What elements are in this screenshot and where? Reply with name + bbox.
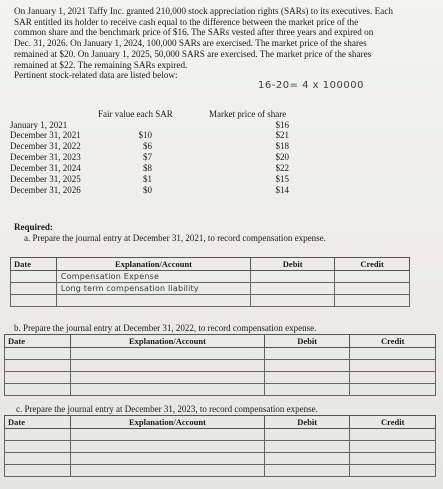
intro-line: Dec. 31, 2026. On January 1, 2024, 100,000 SARs are exercised. The market price of the shares [14,38,367,49]
required-heading: Required: [14,222,53,232]
journal-table-c [4,415,436,477]
row-fair-value: $1 [143,174,152,184]
journal-row [5,429,436,441]
row-fair-value: $8 [143,163,152,173]
data-row [10,163,310,173]
explanation-header: Explanation/Account [70,335,264,348]
credit-cell[interactable] [350,384,436,396]
date-cell[interactable] [5,384,71,396]
debit-cell[interactable] [251,283,335,295]
debit-cell[interactable] [264,360,349,372]
debit-cell[interactable] [251,271,335,283]
row-fair-value: $6 [143,141,152,151]
intro-line: On January 1, 2021 Taffy Inc. granted 210,000 stock appreciation rights (SARs) to its executives. Each [14,6,393,16]
credit-cell[interactable] [350,360,436,372]
journal-table-b [4,334,436,396]
debit-cell[interactable] [264,372,349,384]
account-cell[interactable] [70,384,264,396]
handwritten-calculation: 16-20= 4 x 100000 [258,80,364,91]
debit-cell[interactable] [264,348,349,360]
row-fair-value: $0 [143,185,152,195]
market-price-header: Market price of share [209,109,287,119]
journal-row [11,283,410,295]
row-fair-value: $7 [143,152,152,162]
credit-cell[interactable] [335,271,410,283]
date-cell[interactable] [5,453,71,465]
journal-row [11,295,410,307]
debit-cell[interactable] [264,384,349,396]
date-cell[interactable] [5,465,71,477]
requirement-b: b. Prepare the journal entry at December 31, 2022, to record compensation expense. [14,323,317,333]
row-date: December 31, 2022 [10,141,81,151]
intro-line: remained at $22. The remaining SARs expired. [14,59,188,70]
row-market-price: $14 [275,185,289,195]
journal-row [5,348,436,360]
explanation-header: Explanation/Account [70,416,264,429]
journal-row [5,360,436,372]
row-date: December 31, 2026 [10,185,81,195]
row-market-price: $21 [275,130,289,140]
date-header: Date [5,416,71,429]
debit-header: Debit [264,416,349,429]
debit-cell[interactable] [251,295,335,307]
row-date: January 1, 2021 [10,120,68,130]
account-cell[interactable] [70,429,264,441]
credit-cell[interactable] [350,348,436,360]
date-cell[interactable] [5,441,71,453]
journal-row [5,465,436,477]
data-row [10,174,310,184]
account-cell[interactable] [70,348,264,360]
date-header: Date [11,258,57,271]
account-cell[interactable] [70,441,264,453]
date-cell[interactable] [11,271,57,283]
date-cell[interactable] [11,283,57,295]
credit-cell[interactable] [350,429,436,441]
date-header: Date [5,335,71,348]
account-cell[interactable] [70,372,264,384]
account-cell[interactable] [70,360,264,372]
journal-row [5,372,436,384]
row-fair-value: $10 [138,130,152,140]
account-cell[interactable] [70,453,264,465]
journal-row [5,453,436,465]
intro-line: remained at $20. On January 1, 2025, 50,000 SARS are exercised. The market price of the shares [14,48,372,59]
credit-cell[interactable] [350,453,436,465]
row-market-price: $22 [275,163,289,173]
explanation-header: Explanation/Account [56,258,250,271]
credit-header: Credit [335,258,410,271]
account-cell[interactable]: Compensation Expense [56,271,250,283]
row-date: December 31, 2024 [10,163,81,173]
row-date: December 31, 2023 [10,152,81,162]
account-cell[interactable]: Long term compensation liability [56,283,250,295]
data-row [10,152,310,162]
fair-value-header: Fair value each SAR [98,109,173,119]
debit-cell[interactable] [264,429,349,441]
credit-cell[interactable] [350,372,436,384]
debit-cell[interactable] [264,465,349,477]
data-row [10,130,310,140]
intro-line: Pertinent stock-related data are listed below: [14,70,178,81]
debit-header: Debit [251,258,335,271]
date-cell[interactable] [5,360,71,372]
data-row [10,141,310,151]
requirement-c: c. Prepare the journal entry at December 31, 2023, to record compensation expense. [16,404,318,414]
data-row [10,120,310,130]
credit-cell[interactable] [335,283,410,295]
date-cell[interactable] [11,295,57,307]
debit-cell[interactable] [264,453,349,465]
row-market-price: $16 [275,120,289,130]
credit-cell[interactable] [350,465,436,477]
data-row [10,185,310,195]
debit-cell[interactable] [264,441,349,453]
account-cell[interactable] [56,295,250,307]
intro-line: SAR entitled its holder to receive cash equal to the difference between the market price of the [14,16,359,27]
journal-row [11,271,410,283]
credit-header: Credit [350,335,436,348]
credit-cell[interactable] [335,295,410,307]
row-market-price: $18 [275,141,289,151]
date-cell[interactable] [5,429,71,441]
credit-cell[interactable] [350,441,436,453]
credit-header: Credit [350,416,436,429]
row-market-price: $20 [275,152,289,162]
row-market-price: $15 [275,174,289,184]
journal-row [5,441,436,453]
journal-row [5,384,436,396]
requirement-a: a. Prepare the journal entry at December 31, 2021, to record compensation expense. [24,233,326,243]
row-date: December 31, 2025 [10,174,81,184]
row-date: December 31, 2021 [10,130,81,140]
debit-header: Debit [264,335,349,348]
date-cell[interactable] [5,348,71,360]
journal-table-a [10,257,410,307]
problem-statement [14,6,432,81]
intro-line: common share and the benchmark price of $16. The SARs vested after three years and expired on [14,27,374,38]
date-cell[interactable] [5,372,71,384]
account-cell[interactable] [70,465,264,477]
